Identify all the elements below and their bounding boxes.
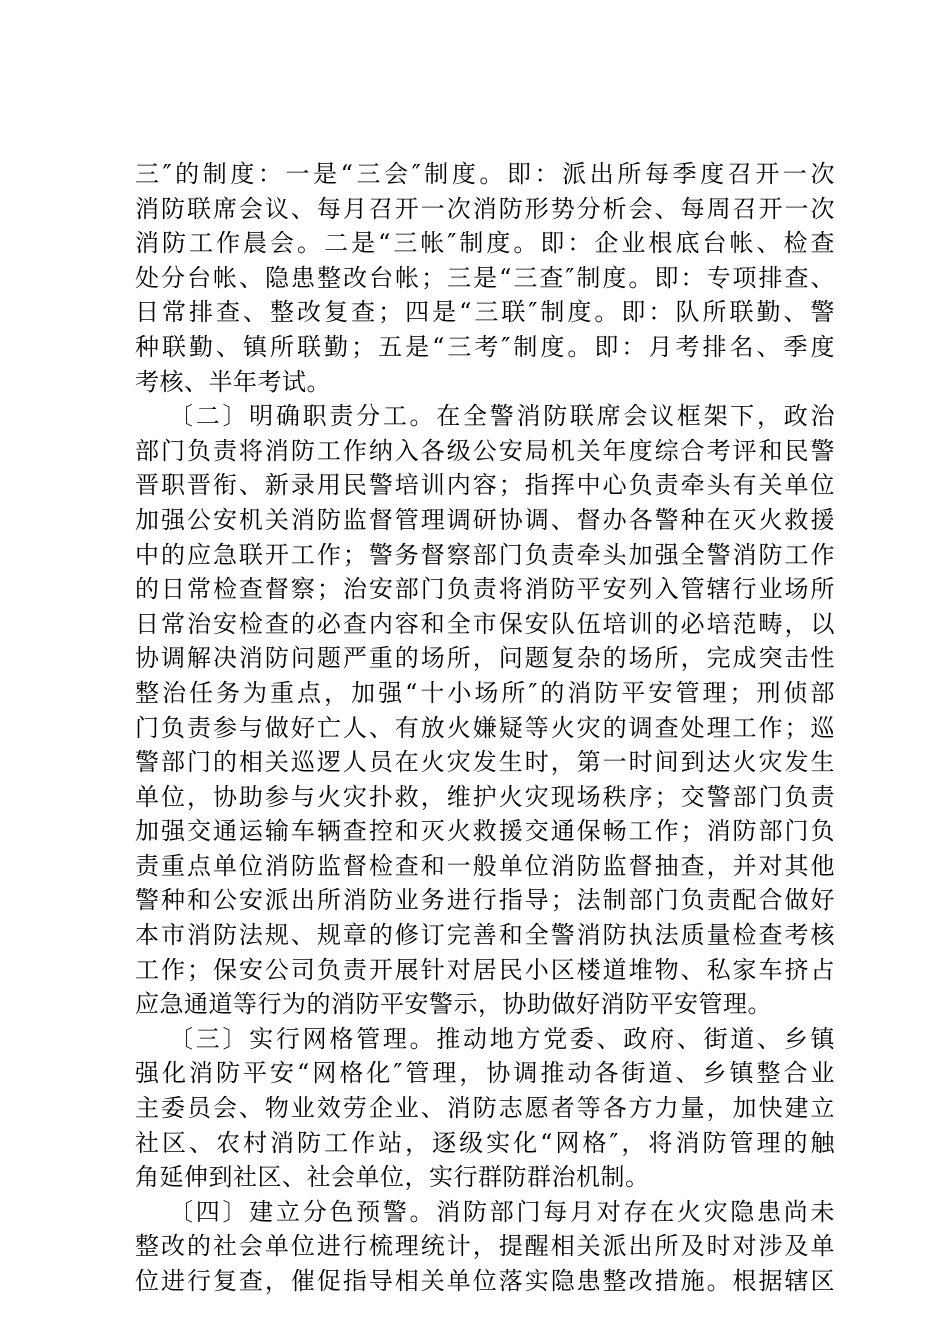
document-body — [135, 157, 835, 1299]
text-line: 中的应急联开工作；警务督察部门负责牵头加强全警消防工作 — [135, 540, 835, 569]
text-line: 单位，协助参与火灾扑救，维护火灾现场秩序；交警部门负责 — [135, 782, 835, 811]
text-line: 社区、农村消防工作站，逐级实化“网格″，将消防管理的触 — [135, 1128, 835, 1157]
text-line: 考核、半年考试。 — [135, 367, 331, 396]
text-line: 日常治安检查的必查内容和全市保安队伍培训的必培范畴，以 — [135, 609, 835, 638]
text-line: 三″的制度：一是“三会″制度。即：派出所每季度召开一次 — [135, 160, 835, 188]
text-line: 强化消防平安“网格化″管理，协调推动各街道、乡镇整合业 — [135, 1059, 835, 1088]
text-line: 整改的社会单位进行梳理统计，提醒相关派出所及时对涉及单 — [135, 1232, 835, 1261]
text-line: 责重点单位消防监督检查和一般单位消防监督抽查，并对其他 — [135, 851, 835, 880]
text-line: 加强交通运输车辆查控和灭火救援交通保畅工作；消防部门负 — [135, 817, 835, 846]
text-line: 警部门的相关巡逻人员在火灾发生时，第一时间到达火灾发生 — [135, 748, 835, 777]
paragraph-start-line: 〔四〕建立分色预警。消防部门每月对存在火灾隐患尚未 — [169, 1197, 835, 1226]
text-line: 消防工作晨会。二是“三帐″制度。即：企业根底台帐、检查 — [135, 229, 835, 258]
text-line: 日常排查、整改复查；四是“三联″制度。即：队所联勤、警 — [135, 298, 835, 327]
text-line: 消防联席会议、每月召开一次消防形势分析会、每周召开一次 — [135, 194, 835, 223]
text-line: 协调解决消防问题严重的场所，问题复杂的场所，完成突击性 — [135, 644, 835, 673]
text-line: 警种和公安派出所消防业务进行指导；法制部门负责配合做好 — [135, 886, 835, 915]
text-line: 整治任务为重点，加强“十小场所″的消防平安管理；刑侦部 — [135, 678, 835, 707]
text-line: 本市消防法规、规章的修订完善和全警消防执法质量检查考核 — [135, 921, 835, 950]
text-line: 主委员会、物业效劳企业、消防志愿者等各方力量，加快建立 — [135, 1094, 835, 1123]
paragraph-start-line: 〔二〕明确职责分工。在全警消防联席会议框架下，政治 — [169, 402, 835, 431]
text-line: 应急通道等行为的消防平安警示，协助做好消防平安管理。 — [135, 990, 772, 1019]
text-line: 的日常检查督察；治安部门负责将消防平安列入管辖行业场所 — [135, 575, 835, 604]
text-line: 位进行复查，催促指导相关单位落实隐患整改措施。根据辖区 — [135, 1267, 835, 1295]
text-line: 晋职晋衔、新录用民警培训内容；指挥中心负责牵头有关单位 — [135, 471, 835, 500]
text-line: 部门负责将消防工作纳入各级公安局机关年度综合考评和民警 — [135, 436, 835, 465]
text-line: 处分台帐、隐患整改台帐；三是“三查″制度。即：专项排查、 — [135, 263, 835, 292]
text-line: 加强公安机关消防监督管理调研协调、督办各警种在灭火救援 — [135, 505, 835, 534]
text-line: 种联勤、镇所联勤；五是“三考″制度。即：月考排名、季度 — [135, 332, 835, 361]
text-line: 角延伸到社区、社会单位，实行群防群治机制。 — [135, 1163, 650, 1192]
text-line: 工作；保安公司负责开展针对居民小区楼道堆物、私家车挤占 — [135, 955, 835, 984]
paragraph-start-line: 〔三〕实行网格管理。推动地方党委、政府、街道、乡镇 — [169, 1024, 835, 1053]
text-line: 门负责参与做好亡人、有放火嫌疑等火灾的调查处理工作；巡 — [135, 713, 835, 742]
